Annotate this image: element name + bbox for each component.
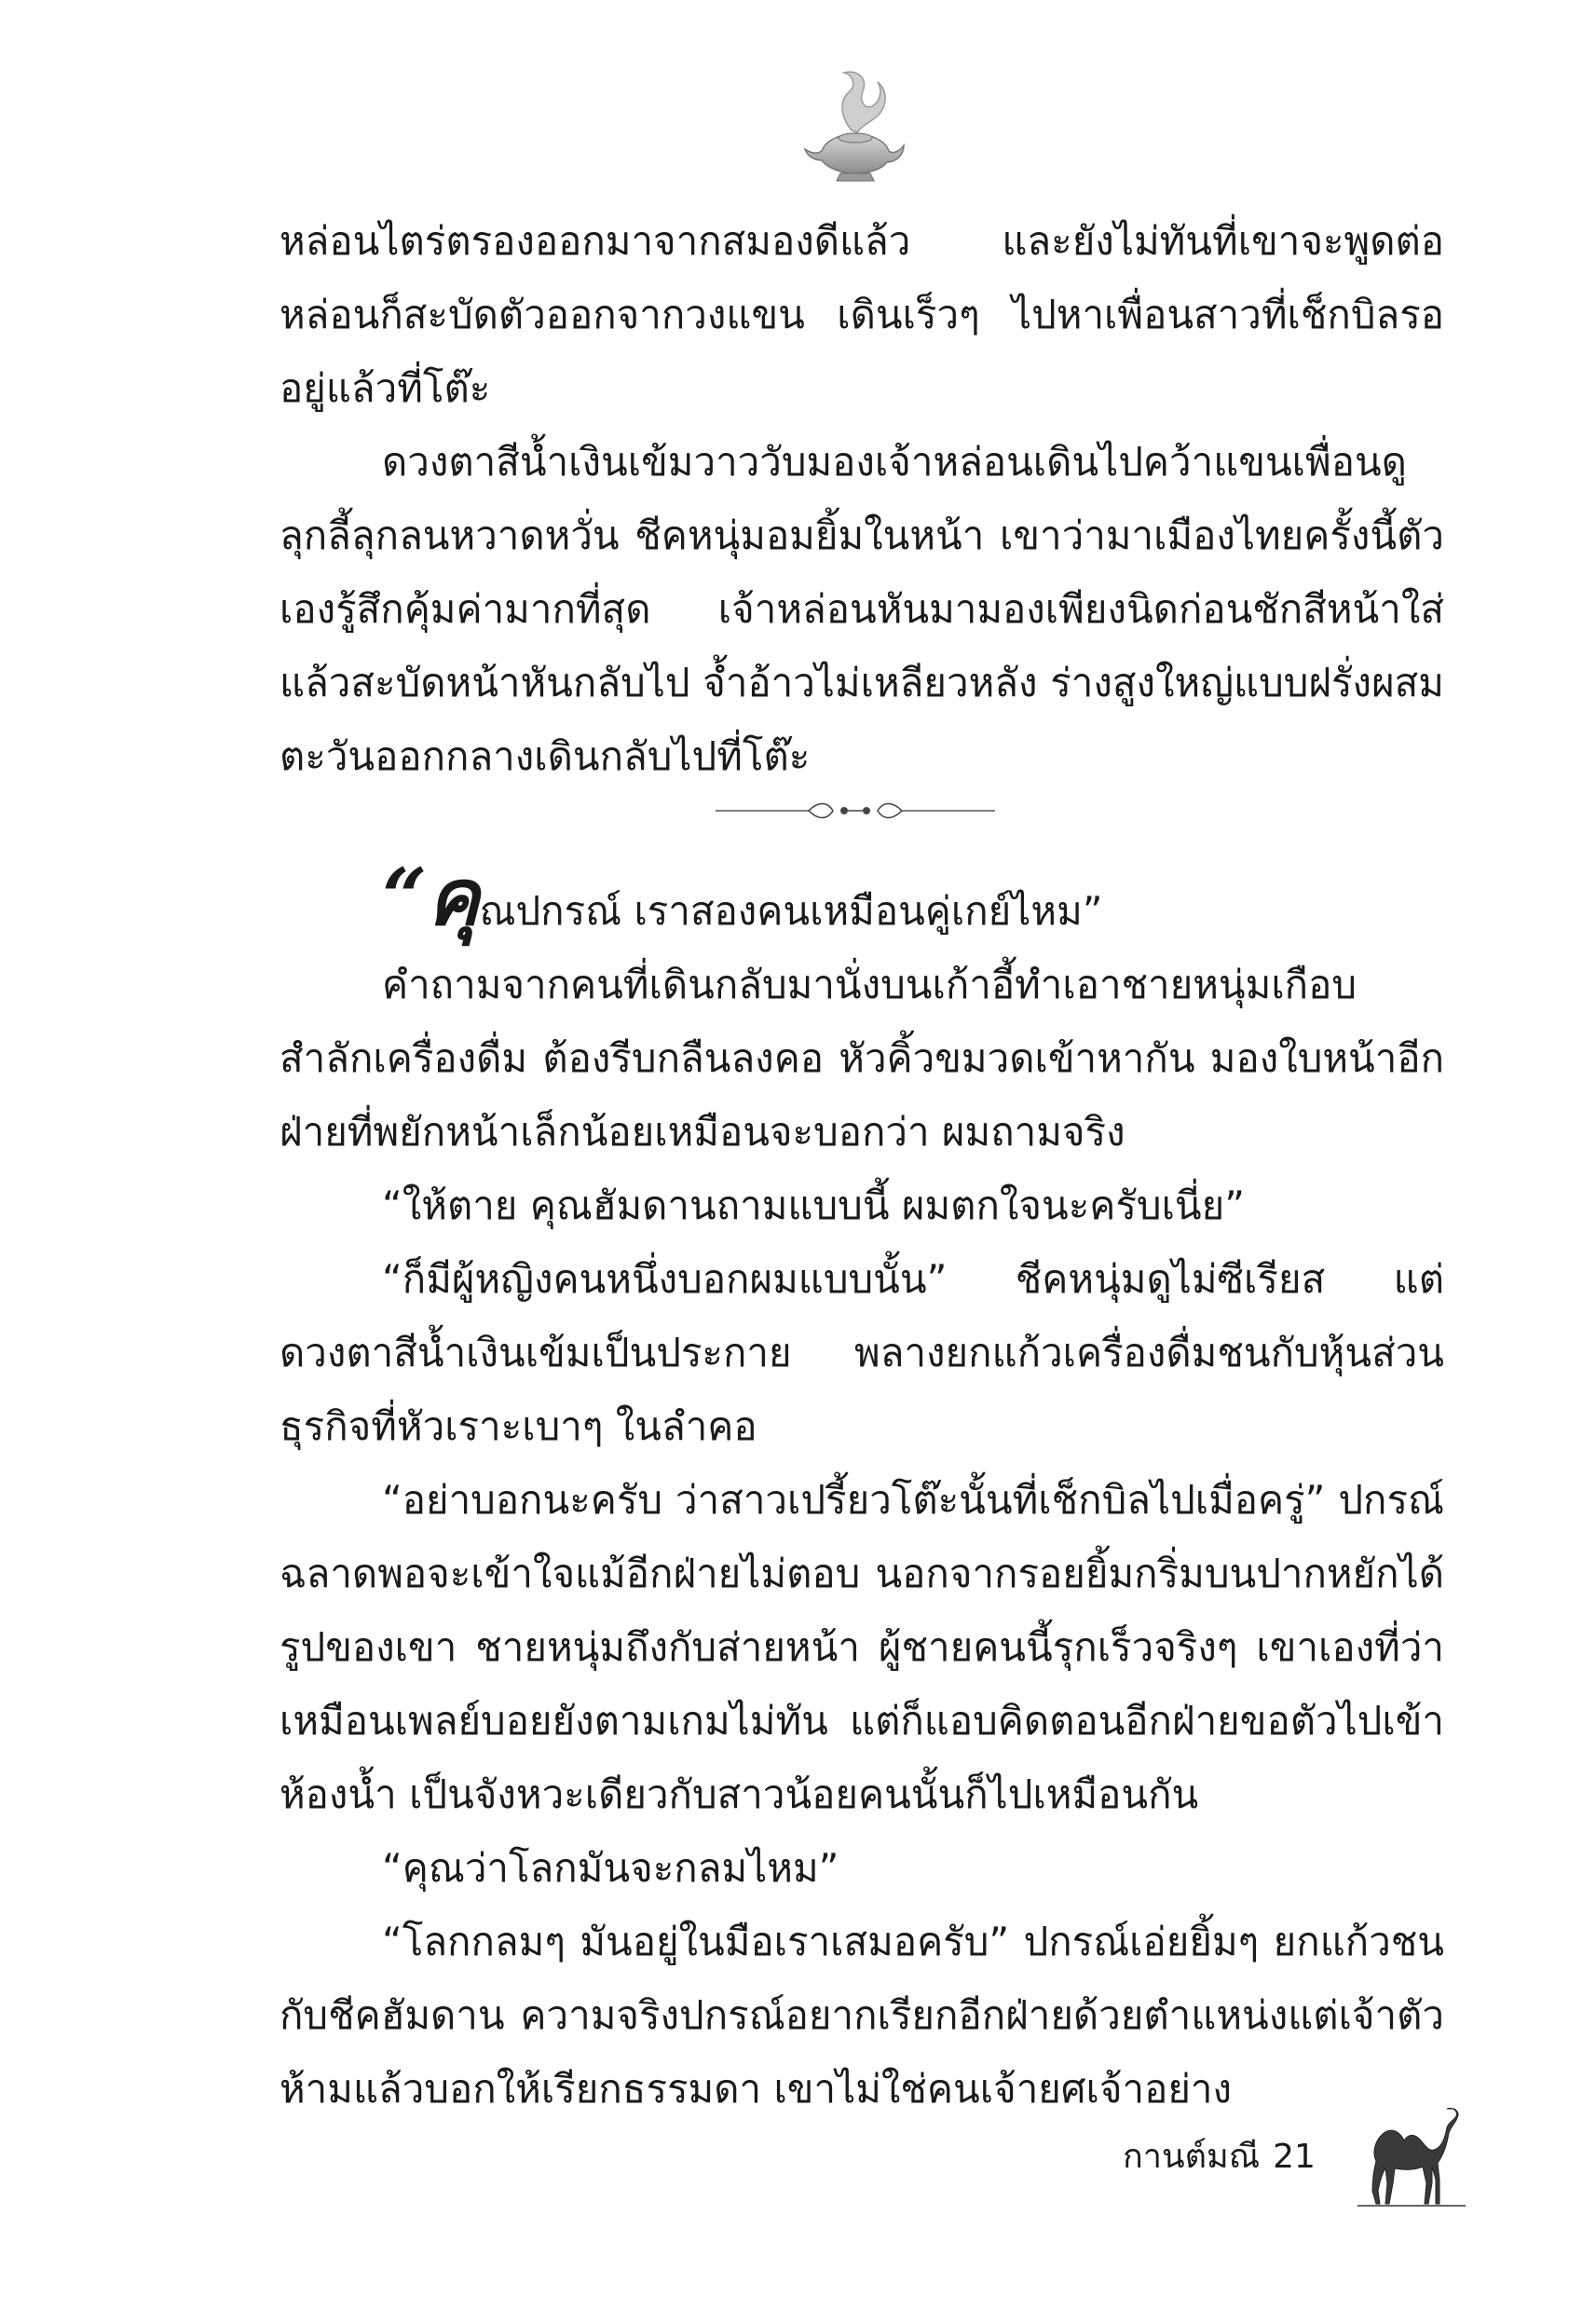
book-title: กานต์มณี: [1123, 2138, 1261, 2176]
paragraph: “โลกกลมๆ มันอยู่ในมือเราเสมอครับ” ปกรณ์เอ่ยยิ้มๆ ยกแก้วชนกับชีคฮัมดาน ความจริงปกรณ์อยากเรียกอีกฝ่ายด้วยตำแหน่งแต่เจ้าตัวห้ามแล้วบอกให้เรียกธรรมดา เขาไม่ใช่คนเจ้ายศเจ้าอย่าง: [280, 1919, 1444, 2112]
paragraph: “คุณว่าโลกมันจะกลมไหม”: [382, 1845, 839, 1891]
body-section-1: [280, 204, 1444, 793]
paragraph: “ให้ตาย คุณฮัมดานถามแบบนี้ ผมตกใจนะครับเนี่ย”: [382, 1183, 1246, 1228]
paragraph: หล่อนไตร่ตรองออกมาจากสมองดีแล้ว และยังไม่ทันที่เขาจะพูดต่อ หล่อนก็สะบัดตัวออกจากวงแขน เดินเร็วๆ ไปหาเพื่อนสาวที่เช็กบิลรออยู่แล้วที่โต๊ะ: [280, 218, 1444, 411]
genie-lamp-icon: [803, 65, 906, 186]
page-footer: [1123, 2134, 1316, 2181]
paragraph: คำถามจากคนที่เดินกลับมานั่งบนเก้าอี้ทำเอาชายหนุ่มเกือบสำลักเครื่องดื่ม ต้องรีบกลืนลงคอ หัวคิ้วขมวดเข้าหากัน มองใบหน้าอีกฝ่ายที่พยักหน้าเล็กน้อยเหมือนจะบอกว่า ผมถามจริง: [280, 962, 1444, 1155]
dropcap-paragraph-text: ณปกรณ์ เราสองคนเหมือนคู่เกย์ไหม”: [479, 888, 1103, 934]
paragraph: ดวงตาสีน้ำเงินเข้มวาววับมองเจ้าหล่อนเดินไปคว้าแขนเพื่อนดูลุกลี้ลุกลนหวาดหวั่น ชีคหนุ่มอมยิ้มในหน้า เขาว่ามาเมืองไทยครั้งนี้ตัวเองรู้สึกคุ้มค่ามากที่สุด เจ้าหล่อนหันมามองเพียงนิดก่อนชักสีหน้าใส่แล้วสะบัดหน้าหันกลับไป จ้ำอ้าวไม่เหลียวหลัง ร่างสูงใหญ่แบบฝรั่งผสมตะวันออกกลางเดินกลับไปที่โต๊ะ: [280, 439, 1444, 779]
body-section-2: [280, 851, 1444, 2126]
paragraph: “อย่าบอกนะครับ ว่าสาวเปรี้ยวโต๊ะนั้นที่เช็กบิลไปเมื่อครู่” ปกรณ์ฉลาดพอจะเข้าใจแม้อีกฝ่ายไม่ตอบ นอกจากรอยยิ้มกริ่มบนปากหยักได้รูปของเขา ชายหนุ่มถึงกับส่ายหน้า ผู้ชายคนนี้รุกเร็วจริงๆ เขาเองที่ว่าเหมือนเพลย์บอยยังตามเกมไม่ทัน แต่ก็แอบคิดตอนอีกฝ่ายขอตัวไปเข้าห้องน้ำ เป็นจังหวะเดียวกับสาวน้อยคนนั้นก็ไปเหมือนกัน: [280, 1477, 1444, 1817]
page-number: 21: [1273, 2138, 1316, 2176]
dropcap-letter: “คุ: [382, 851, 480, 943]
dropcap-paragraph: [280, 851, 1444, 948]
paragraph: “ก็มีผู้หญิงคนหนึ่งบอกผมแบบนั้น” ชีคหนุ่มดูไม่ซีเรียส แต่ดวงตาสีน้ำเงินเข้มเป็นประกาย พลางยกแก้วเครื่องดื่มชนกับหุ้นส่วนธุรกิจที่หัวเราะเบาๆ ในลำคอ: [280, 1256, 1444, 1449]
ornament-divider: [716, 800, 995, 822]
camel-icon: [1356, 2101, 1467, 2208]
